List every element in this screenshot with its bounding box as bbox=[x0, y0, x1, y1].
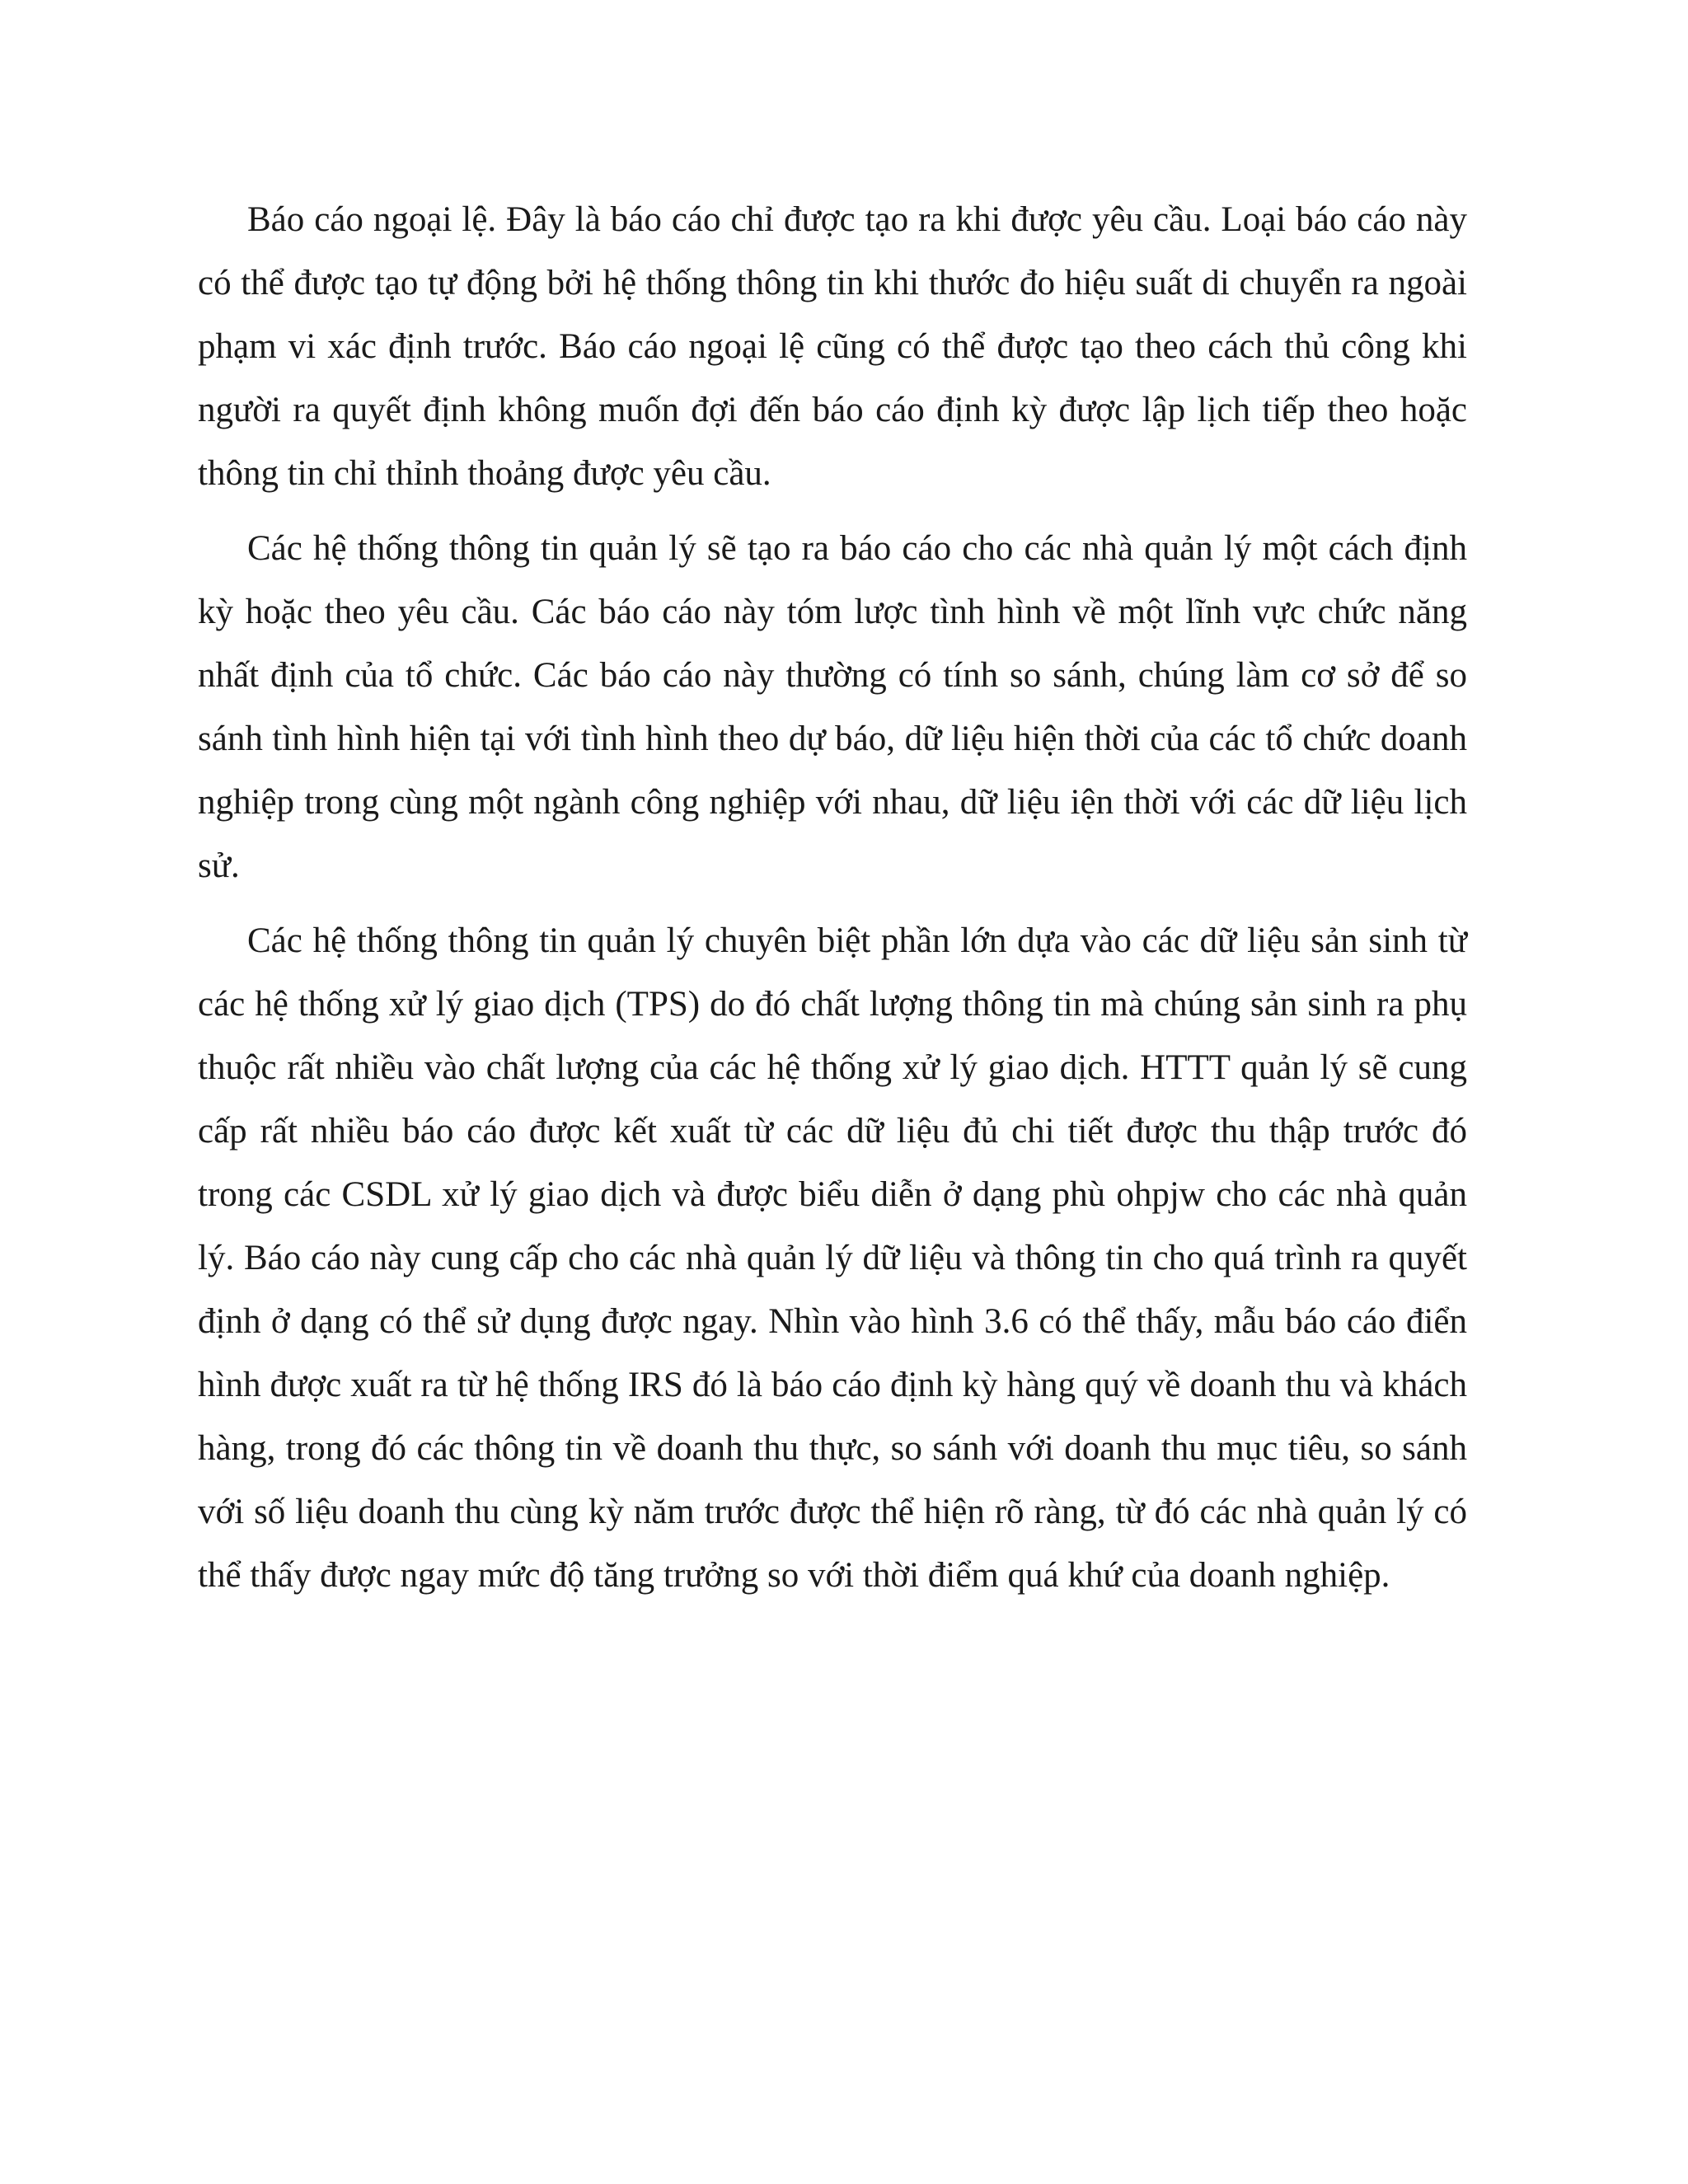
body-text bbox=[198, 188, 1467, 1619]
paragraph-specialized-mis: Các hệ thống thông tin quản lý chuyên biệt phần lớn dựa vào các dữ liệu sản sinh từ các hệ thống xử lý giao dịch (TPS) do đó chất lượng thông tin mà chúng sản sinh ra phụ thuộc rất nhiều vào chất lượng của các hệ thống xử lý giao dịch. HTTT quản lý sẽ cung cấp rất nhiều báo cáo được kết xuất từ các dữ liệu đủ chi tiết được thu thập trước đó trong các CSDL xử lý giao dịch và được biểu diễn ở dạng phù ohpjw cho các nhà quản lý. Báo cáo này cung cấp cho các nhà quản lý dữ liệu và thông tin cho quá trình ra quyết định ở dạng có thể sử dụng được ngay. Nhìn vào hình 3.6 có thể thấy, mẫu báo cáo điển hình được xuất ra từ hệ thống IRS đó là báo cáo định kỳ hàng quý về doanh thu và khách hàng, trong đó các thông tin về doanh thu thực, so sánh với doanh thu mục tiêu, so sánh với số liệu doanh thu cùng kỳ năm trước được thể hiện rõ ràng, từ đó các nhà quản lý có thể thấy được ngay mức độ tăng trưởng so với thời điểm quá khứ của doanh nghiệp. bbox=[198, 921, 1467, 1595]
paragraph-exception-report: Báo cáo ngoại lệ. Đây là báo cáo chỉ được tạo ra khi được yêu cầu. Loại báo cáo này có thể được tạo tự động bởi hệ thống thông tin khi thước đo hiệu suất di chuyển ra ngoài phạm vi xác định trước. Báo cáo ngoại lệ cũng có thể được tạo theo cách thủ công khi người ra quyết định không muốn đợi đến báo cáo định kỳ được lập lịch tiếp theo hoặc thông tin chỉ thỉnh thoảng được yêu cầu. bbox=[198, 200, 1467, 493]
paragraph-mis-reports: Các hệ thống thông tin quản lý sẽ tạo ra báo cáo cho các nhà quản lý một cách định kỳ hoặc theo yêu cầu. Các báo cáo này tóm lược tình hình về một lĩnh vực chức năng nhất định của tổ chức. Các báo cáo này thường có tính so sánh, chúng làm cơ sở để so sánh tình hình hiện tại với tình hình theo dự báo, dữ liệu hiện thời của các tổ chức doanh nghiệp trong cùng một ngành công nghiệp với nhau, dữ liệu iện thời với các dữ liệu lịch sử. bbox=[198, 529, 1467, 885]
